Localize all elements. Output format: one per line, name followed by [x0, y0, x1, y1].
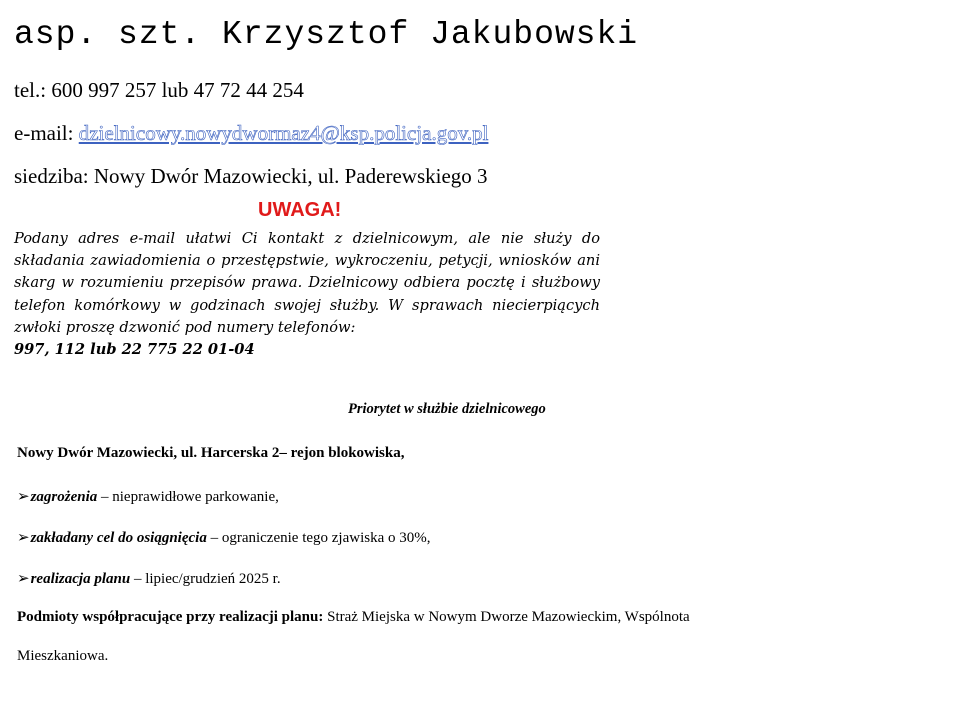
priority-title: Priorytet w służbie dzielnicowego: [348, 401, 546, 417]
bullet-item: [17, 528, 431, 547]
warning-title: UWAGA!: [258, 199, 342, 221]
headquarters-line: siedziba: Nowy Dwór Mazowiecki, ul. Paderewskiego 3: [14, 164, 488, 188]
partners-text: Straż Miejska w Nowym Dworze Mazowieckim, Wspólnota: [323, 609, 690, 625]
bullet-text: – nieprawidłowe parkowanie,: [97, 489, 279, 505]
bullet-text: – lipiec/grudzień 2025 r.: [130, 571, 281, 587]
email-label: e-mail: [14, 121, 68, 145]
officer-name: asp. szt. Krzysztof Jakubowski: [14, 16, 639, 53]
partners-label: Podmioty współpracujące przy realizacji planu:: [17, 609, 324, 625]
bullet-item: [17, 569, 281, 588]
arrow-right-icon: ➢: [17, 528, 30, 546]
notice-body: Podany adres e-mail ułatwi Ci kontakt z dzielnicowym, ale nie służy do składania zawiadomienia o przestępstwie, wykroczeniu, petycji, wniosków ani skarg w rozumieniu przepisów prawa. Dzielnicowy odbiera pocztę i służbowy telefon komórkowy w godzinach swojej służby. W sprawach niecierpiących zwłoki proszę dzwonić pod numery telefonów:: [14, 230, 600, 336]
region-line: Nowy Dwór Mazowiecki, ul. Harcerska 2– rejon blokowiska,: [17, 445, 405, 461]
arrow-right-icon: ➢: [17, 487, 30, 505]
phone-line: tel.: 600 997 257 lub 47 72 44 254: [14, 78, 304, 102]
partners-line-continued: Mieszkaniowa.: [17, 648, 109, 664]
bullet-text: – ograniczenie tego zjawiska o 30%,: [206, 530, 431, 546]
bullet-item: [17, 487, 279, 506]
warning-notice: [14, 228, 600, 361]
email-link[interactable]: dzielnicowy.nowydwormaz4@ksp.policja.gov.pl: [78, 121, 489, 145]
emergency-phones: 997, 112 lub 22 775 22 01-04: [14, 341, 255, 359]
bullet-label: realizacja planu: [30, 571, 131, 587]
bullet-label: zagrożenia: [30, 489, 98, 505]
bullet-label: zakładany cel do osiągnięcia: [30, 530, 207, 546]
email-line: [14, 121, 488, 146]
arrow-right-icon: ➢: [17, 569, 30, 587]
email-separator: :: [67, 121, 79, 145]
partners-line: [17, 609, 690, 626]
